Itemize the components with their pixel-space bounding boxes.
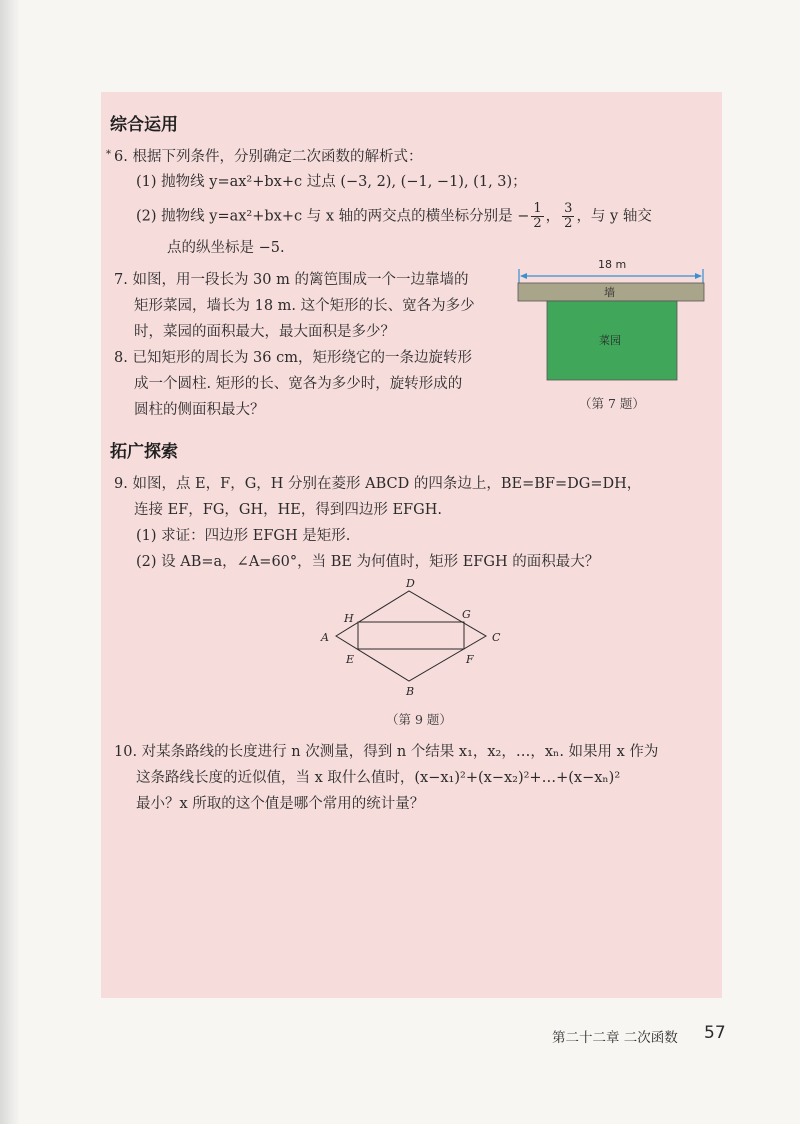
chapter-title: 第二十二章 二次函数 (552, 1030, 678, 1046)
problem-8-line-2: 成一个圆柱. 矩形的长、宽各为多少时，旋转形成的 (134, 376, 463, 392)
label-b: B (406, 685, 415, 698)
rectangle-efgh (358, 622, 464, 649)
label-c: C (492, 631, 501, 644)
problem-10-line-3: 最小？x 所取的这个值是哪个常用的统计量？ (136, 796, 425, 812)
label-h: H (344, 612, 354, 625)
figure-7 (515, 258, 710, 409)
fraction-numerator: 1 (533, 201, 542, 216)
wall-label: 墙 (604, 286, 615, 299)
arrow-left-icon (520, 273, 527, 279)
problem-7-line-2: 矩形菜园，墙长为 18 m. 这个矩形的长、宽各为多少 (134, 298, 475, 314)
problem-6-part-1: (1) 抛物线 y=ax²+bx+c 过点 (−3, 2), (−1, −1), (1, 3)； (136, 174, 527, 190)
figure-9 (316, 577, 511, 702)
problem-8-line-1: 8. 已知矩形的周长为 36 cm，矩形绕它的一条边旋转形 (114, 350, 472, 366)
label-f: F (466, 653, 474, 666)
label-d: D (406, 577, 415, 590)
page-number: 57 (704, 1023, 726, 1043)
problem-6-part-2-text: (2) 抛物线 y=ax²+bx+c 与 x 轴的两交点的横坐标分别是 − (136, 208, 530, 225)
fraction-denominator: 2 (533, 216, 542, 231)
problem-6-part-2-continued: 点的纵坐标是 −5. (167, 240, 285, 256)
dimension-label: 18 m (595, 258, 629, 271)
problem-7-line-1: 7. 如图，用一段长为 30 m 的篱笆围成一个一边靠墙的 (114, 272, 469, 288)
problem-9-line-1: 9. 如图，点 E，F，G，H 分别在菱形 ABCD 的四条边上，BE=BF=DG=DH， (114, 476, 642, 492)
garden-label: 菜园 (599, 334, 621, 347)
fraction-denominator: 2 (564, 216, 573, 231)
comma: ， (545, 208, 561, 225)
problem-9-part-2: (2) 设 AB=a，∠A=60°，当 BE 为何值时，矩形 EFGH 的面积最大？ (136, 554, 600, 570)
label-e: E (346, 653, 355, 666)
section-title-comprehensive: 综合运用 (110, 115, 178, 135)
figure-9-diagram (316, 577, 511, 702)
problem-6-text: 6. 根据下列条件，分别确定二次函数的解析式： (114, 149, 423, 165)
fraction-one-half (531, 202, 543, 231)
problem-10-line-1: 10. 对某条路线的长度进行 n 次测量，得到 n 个结果 x₁，x₂，…，xₙ. 如果用 x 作为 (114, 744, 659, 760)
problem-10-line-2: 这条路线长度的近似值，当 x 取什么值时，(x−x₁)²+(x−x₂)²+…+(x−xₙ)² (136, 770, 621, 786)
problem-6-part-2-tail: ，与 y 轴交 (576, 208, 652, 225)
figure-9-caption: （第 9 题） (386, 712, 452, 727)
book-binding-shadow (0, 0, 20, 1124)
problem-9-line-2: 连接 EF，FG，GH，HE，得到四边形 EFGH. (134, 502, 442, 518)
figure-7-caption: （第 7 题） (579, 396, 645, 411)
fraction-numerator: 3 (564, 201, 573, 216)
label-a: A (321, 631, 329, 644)
problem-8-line-3: 圆柱的侧面积最大？ (134, 402, 265, 418)
optional-star-mark: * (106, 149, 111, 160)
problem-7-line-3: 时，菜园的面积最大，最大面积是多少？ (134, 324, 395, 340)
arrow-right-icon (695, 273, 702, 279)
label-g: G (462, 608, 471, 621)
problem-9-part-1: (1) 求证：四边形 EFGH 是矩形. (136, 528, 351, 544)
fraction-three-halves (562, 202, 574, 231)
problem-6-stem (106, 147, 423, 167)
problem-6-part-2 (136, 202, 652, 231)
exercise-panel (101, 92, 722, 998)
section-title-explore: 拓广探索 (110, 442, 178, 462)
